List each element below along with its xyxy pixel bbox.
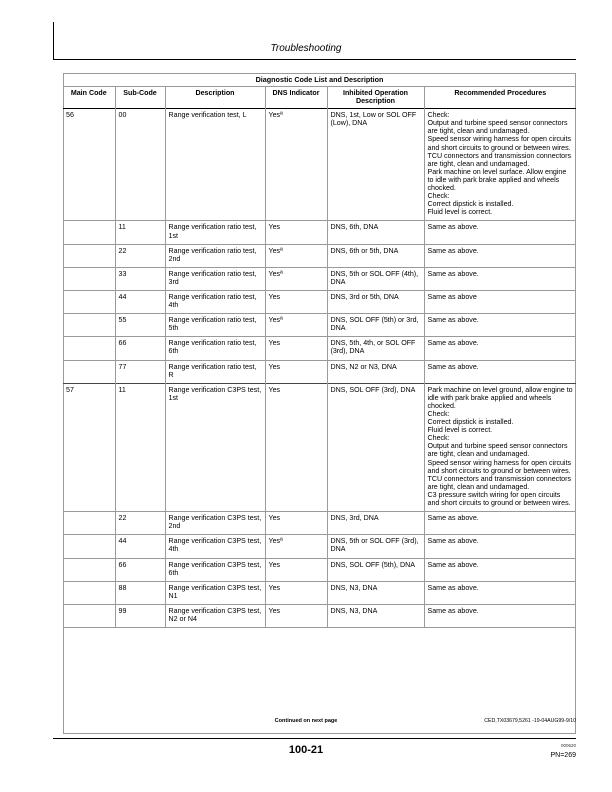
inhibited-operation-cell: DNS, 5th or SOL OFF (3rd), DNA [327, 535, 424, 558]
description-cell: Range verification test, L [165, 109, 265, 221]
main-code-cell [63, 314, 115, 337]
description-cell: Range verification C3PS test, N1 [165, 581, 265, 604]
recommended-procedure-cell: Same as above. [424, 558, 576, 581]
table-row [63, 290, 576, 313]
sub-code-cell: 33 [115, 267, 165, 290]
dns-indicator-cell: Yes [265, 383, 327, 511]
table-caption: Diagnostic Code List and Description [255, 75, 384, 84]
recommended-procedure-cell: Same as above. [424, 337, 576, 360]
inhibited-operation-cell: DNS, SOL OFF (5th) or 3rd, DNA [327, 314, 424, 337]
inhibited-operation-cell: DNS, N3, DNA [327, 604, 424, 627]
column-header-recommended-procedures: Recommended Procedures [424, 87, 576, 109]
description-cell: Range verification ratio test, 1st [165, 221, 265, 244]
table-row [63, 512, 576, 535]
sub-code-cell: 44 [115, 535, 165, 558]
dns-indicator-cell: Yes [265, 221, 327, 244]
sub-code-cell: 55 [115, 314, 165, 337]
inhibited-operation-cell: DNS, 5th or SOL OFF (4th), DNA [327, 267, 424, 290]
dns-indicator-cell: Yes [265, 512, 327, 535]
document-reference: CED,TX03679,5261 -19-04AUG99-9/10 [484, 718, 576, 724]
description-cell: Range verification C3PS test, 4th [165, 535, 265, 558]
table-row [63, 383, 576, 511]
dns-indicator-cell: Yes [265, 290, 327, 313]
main-code-cell: 56 [63, 109, 115, 221]
table-row [63, 109, 576, 221]
recommended-procedure-cell: Same as above. [424, 244, 576, 267]
sub-code-cell: 44 [115, 290, 165, 313]
small-code: 000620 [560, 743, 576, 748]
description-cell: Range verification C3PS test, 1st [165, 383, 265, 511]
inhibited-operation-cell: DNS, N2 or N3, DNA [327, 360, 424, 383]
diagnostic-code-table [63, 87, 576, 628]
recommended-procedure-cell: Park machine on level ground, allow engine to idle with park brake applied and wheels chocked. Check: Correct dipstick is installed. Fluid level is correct. Check: Output and turbine speed sensor connectors are tight, clean and undamaged. Speed sensor wiring harness for open circuits and short circuits to ground or between wires. TCU connectors and transmission connectors are tight, clean and undamaged. C3 pressure switch wiring for open circuits and short circuits to ground or between wires. [424, 383, 576, 511]
inhibited-operation-cell: DNS, SOL OFF (3rd), DNA [327, 383, 424, 511]
dns-indicator-cell: Yesª [265, 314, 327, 337]
table-body [63, 109, 576, 628]
description-cell: Range verification C3PS test, 6th [165, 558, 265, 581]
description-cell: Range verification ratio test, R [165, 360, 265, 383]
sub-code-cell: 22 [115, 512, 165, 535]
page-number: 100-21 [288, 744, 324, 756]
main-code-cell [63, 244, 115, 267]
recommended-procedure-cell: Same as above. [424, 221, 576, 244]
description-cell: Range verification ratio test, 6th [165, 337, 265, 360]
dns-indicator-cell: Yesª [265, 109, 327, 221]
pn-number: PN=269 [550, 752, 576, 759]
main-code-cell [63, 290, 115, 313]
inhibited-operation-cell: DNS, N3, DNA [327, 581, 424, 604]
dns-indicator-cell: Yes [265, 581, 327, 604]
inhibited-operation-cell: DNS, 5th, 4th, or SOL OFF (3rd), DNA [327, 337, 424, 360]
table-row [63, 244, 576, 267]
inhibited-operation-cell: DNS, SOL OFF (5th), DNA [327, 558, 424, 581]
description-cell: Range verification ratio test, 2nd [165, 244, 265, 267]
recommended-procedure-cell: Same as above. [424, 581, 576, 604]
sub-code-cell: 66 [115, 558, 165, 581]
main-code-cell [63, 267, 115, 290]
description-cell: Range verification ratio test, 5th [165, 314, 265, 337]
column-header-dns-indicator: DNS Indicator [265, 87, 327, 109]
main-code-cell [63, 558, 115, 581]
sub-code-cell: 77 [115, 360, 165, 383]
sub-code-cell: 22 [115, 244, 165, 267]
dns-indicator-cell: Yes [265, 360, 327, 383]
main-code-cell [63, 535, 115, 558]
table-row [63, 604, 576, 627]
table-row [63, 221, 576, 244]
table-row [63, 581, 576, 604]
main-code-cell: 57 [63, 383, 115, 511]
main-code-cell [63, 581, 115, 604]
dns-indicator-cell: Yes [265, 337, 327, 360]
description-cell: Range verification ratio test, 4th [165, 290, 265, 313]
inhibited-operation-cell: DNS, 6th or 5th, DNA [327, 244, 424, 267]
sub-code-cell: 11 [115, 221, 165, 244]
description-cell: Range verification ratio test, 3rd [165, 267, 265, 290]
recommended-procedure-cell: Same as above. [424, 314, 576, 337]
sub-code-cell: 99 [115, 604, 165, 627]
dns-indicator-cell: Yes [265, 604, 327, 627]
description-cell: Range verification C3PS test, 2nd [165, 512, 265, 535]
recommended-procedure-cell: Same as above. [424, 267, 576, 290]
recommended-procedure-cell: Same as above. [424, 512, 576, 535]
sub-code-cell: 66 [115, 337, 165, 360]
main-code-cell [63, 604, 115, 627]
recommended-procedure-cell: Same as above. [424, 360, 576, 383]
footer-divider [53, 738, 576, 739]
dns-indicator-cell: Yes [265, 558, 327, 581]
recommended-procedure-cell: Same as above. [424, 535, 576, 558]
inhibited-operation-cell: DNS, 6th, DNA [327, 221, 424, 244]
header-margin-line [53, 22, 54, 60]
header-divider [53, 59, 576, 60]
dns-indicator-cell: Yesª [265, 267, 327, 290]
inhibited-operation-cell: DNS, 1st, Low or SOL OFF (Low), DNA [327, 109, 424, 221]
column-header-inhibited-operation: Inhibited Operation Description [327, 87, 424, 109]
description-cell: Range verification C3PS test, N2 or N4 [165, 604, 265, 627]
recommended-procedure-cell: Check: Output and turbine speed sensor connectors are tight, clean and undamaged. Speed sensor wiring harness for open circuits and short circuits to ground or between wires. TCU connectors and transmission connectors are tight, clean and undamaged. Park machine on level surface. Allow engine to idle with park brake applied and wheels chocked. Check: Correct dipstick is installed. Fluid level is correct. [424, 109, 576, 221]
table-row [63, 558, 576, 581]
main-code-cell [63, 360, 115, 383]
table-row [63, 535, 576, 558]
sub-code-cell: 88 [115, 581, 165, 604]
column-header-description: Description [165, 87, 265, 109]
table-row [63, 267, 576, 290]
dns-indicator-cell: Yesª [265, 535, 327, 558]
recommended-procedure-cell: Same as above [424, 290, 576, 313]
inhibited-operation-cell: DNS, 3rd or 5th, DNA [327, 290, 424, 313]
dns-indicator-cell: Yesª [265, 244, 327, 267]
main-code-cell [63, 512, 115, 535]
inhibited-operation-cell: DNS, 3rd, DNA [327, 512, 424, 535]
table-header-row [63, 87, 576, 109]
table-row [63, 337, 576, 360]
column-header-sub-code: Sub-Code [115, 87, 165, 109]
table-row [63, 360, 576, 383]
main-code-cell [63, 221, 115, 244]
continued-note: Continued on next page [274, 718, 338, 724]
recommended-procedure-cell: Same as above. [424, 604, 576, 627]
sub-code-cell: 00 [115, 109, 165, 221]
table-row [63, 314, 576, 337]
page-title: Troubleshooting [270, 43, 342, 54]
main-code-cell [63, 337, 115, 360]
sub-code-cell: 11 [115, 383, 165, 511]
column-header-main-code: Main Code [70, 89, 107, 97]
